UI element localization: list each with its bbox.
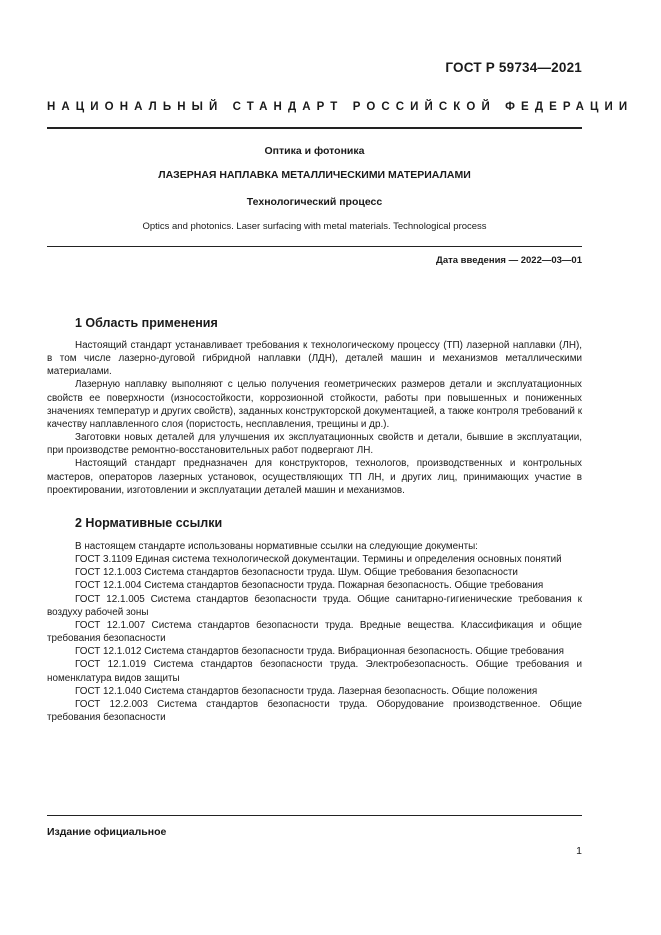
section-2-body (47, 540, 582, 724)
section-1-heading: 1 Область применения (75, 316, 218, 330)
section-2-heading: 2 Нормативные ссылки (75, 516, 223, 530)
reference-item: ГОСТ 12.1.005 Система стандартов безопасности труда. Общие санитарно-гигиенические требования к воздуху рабочей зоны (47, 593, 582, 618)
section-1-body (47, 339, 582, 497)
page-number: 1 (576, 845, 582, 857)
document-subtitle: Технологический процесс (246, 196, 383, 208)
reference-item: ГОСТ 3.1109 Единая система технологической документации. Термины и определения основных понятий (75, 554, 562, 566)
standard-number: ГОСТ Р 59734—2021 (445, 60, 582, 75)
paragraph: Настоящий стандарт предназначен для конструкторов, технологов, производственных и контрольных мастеров, операторов лазерных установок, осуществляющих ТП ЛН, и других лиц, принимающих участие в проектировании, изготовлении и эксплуатации деталей машин и механизмов. (47, 458, 582, 496)
reference-item: ГОСТ 12.1.003 Система стандартов безопасности труда. Шум. Общие требования безопасности (75, 567, 518, 579)
paragraph: В настоящем стандарте использованы нормативные ссылки на следующие документы: (75, 541, 478, 552)
document-title: ЛАЗЕРНАЯ НАПЛАВКА МЕТАЛЛИЧЕСКИМИ МАТЕРИАЛАМИ (158, 169, 471, 181)
footer-rule (47, 815, 582, 816)
title-rule (47, 246, 582, 247)
introduction-date: Дата введения — 2022—03—01 (436, 255, 582, 266)
reference-item: ГОСТ 12.1.007 Система стандартов безопасности труда. Вредные вещества. Классификация и общие требования безопасности (47, 619, 582, 645)
paragraph: Настоящий стандарт устанавливает требования к технологическому процессу (ТП) лазерной наплавки (ЛН), в том числе лазерно-дуговой гибридной наплавки (ЛДН), деталей машин и механизмов металлическими материалами. (47, 340, 582, 378)
header-rule (47, 127, 582, 129)
reference-item: ГОСТ 12.2.003 Система стандартов безопасности труда. Оборудование производственное. Общие требования безопасности (47, 698, 582, 724)
english-title: Optics and photonics. Laser surfacing with metal materials. Technological process (142, 221, 487, 232)
subject-area: Оптика и фотоника (264, 145, 365, 157)
reference-item: ГОСТ 12.1.019 Система стандартов безопасности труда. Электробезопасность. Общие требования и номенклатура видов защиты (47, 659, 582, 684)
reference-item: ГОСТ 12.1.004 Система стандартов безопасности труда. Пожарная безопасность. Общие требования (75, 580, 544, 592)
reference-item: ГОСТ 12.1.012 Система стандартов безопасности труда. Вибрационная безопасность. Общие требования (75, 646, 565, 658)
paragraph: Лазерную наплавку выполняют с целью получения геометрических размеров детали и эксплуатационных свойств ее поверхности (износостойкости, коррозионной стойкости, работы при повышенных и пониженных значениях температур и других свойств), заданных конструкторской документацией, а также контроля требований к качеству наплавленного слоя (пористость, несплавления, трещины и др.). (47, 379, 583, 430)
reference-item: ГОСТ 12.1.040 Система стандартов безопасности труда. Лазерная безопасность. Общие положения (75, 685, 538, 697)
official-edition-label: Издание официальное (47, 826, 167, 838)
national-standard-banner: НАЦИОНАЛЬНЫЙ СТАНДАРТ РОССИЙСКОЙ ФЕДЕРАЦИИ (47, 101, 634, 113)
paragraph: Заготовки новых деталей для улучшения их эксплуатационных свойств и детали, бывшие в эксплуатации, при производстве ремонтно-восстановительных работ подвергают ЛН. (47, 432, 582, 457)
